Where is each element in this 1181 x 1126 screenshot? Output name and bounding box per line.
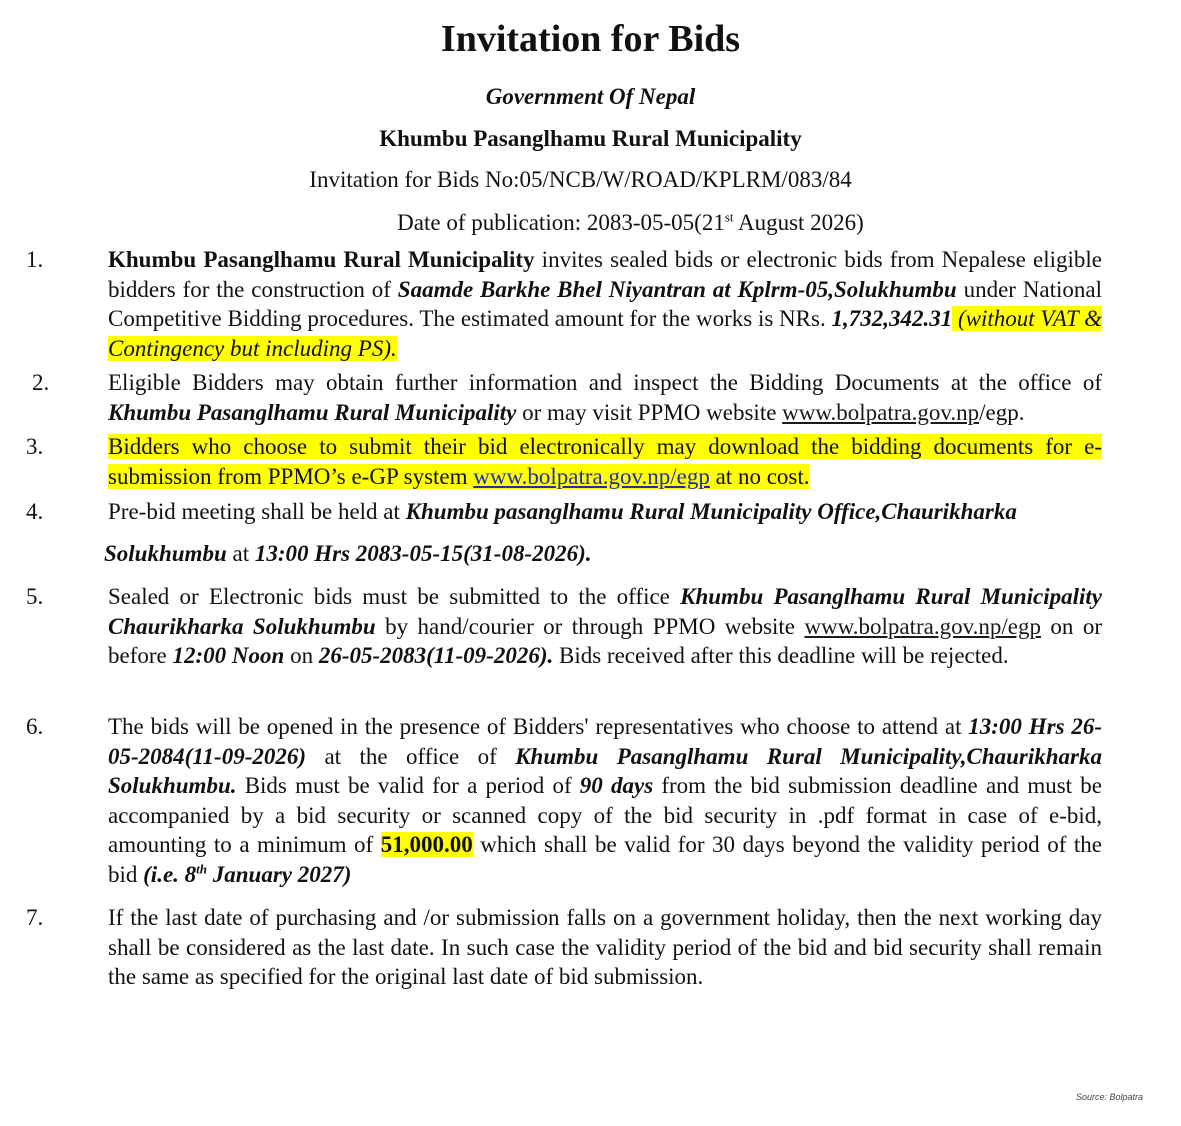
item-number: 4. xyxy=(26,499,44,524)
item-number: 5. xyxy=(26,584,44,609)
item-text: If the last date of purchasing and /or submission falls on a government holiday, then the next working day shall be considered as the last date. In such case the validity period of the bid and bid security shall remain the same as specified for the original last date of bid submission. xyxy=(108,905,1102,989)
government-name: Government Of Nepal xyxy=(485,84,696,109)
item-text: The bids will be opened in the presence of Bidders' representatives who choose to attend at 13:00 Hrs 26-05-2084(11-09-2026) at the office of Khumbu Pasanglhamu Rural Municipality,Chaurikharka Solukhumbu. Bids must be valid for a period of 90 days from the bid submission deadline and must be accompanied by a bid security or scanned copy of the bid security in .pdf format in case of e-bid, amounting to a minimum of 51,000.00 which shall be valid for 30 days beyond the validity period of the bid (i.e. 8th January 2027) xyxy=(108,714,1102,887)
egp-link[interactable]: www.bolpatra.gov.np/egp xyxy=(804,613,1041,639)
egp-link[interactable]: www.bolpatra.gov.np/egp xyxy=(473,463,710,489)
item-text: Khumbu Pasanglhamu Rural Municipality invites sealed bids or electronic bids from Nepalese eligible bidders for the construction of Saamde Barkhe Bhel Niyantran at Kplrm-05,Solukhumbu under National Competitive Bidding procedures. The estimated amount for the works is NRs. 1,732,342.31 (without VAT & Contingency but including PS). xyxy=(108,247,1103,361)
bolpatra-link[interactable]: www.bolpatra.gov.np xyxy=(782,399,980,425)
item-number: 1. xyxy=(26,247,44,272)
item-text: Pre-bid meeting shall be held at Khumbu pasanglhamu Rural Municipality Office,Chaurikharka xyxy=(108,499,1017,524)
item-number: 2. xyxy=(32,370,50,395)
item-number: 6. xyxy=(26,714,44,739)
item-number: 3. xyxy=(26,434,44,459)
municipality-name: Khumbu Pasanglhamu Rural Municipality xyxy=(379,126,802,151)
item-text-continued: Solukhumbu at 13:00 Hrs 2083-05-15(31-08-2026). xyxy=(104,541,592,566)
item-text: Eligible Bidders may obtain further information and inspect the Bidding Documents at the office of Khumbu Pasanglhamu Rural Municipality or may visit PPMO website www.bolpatra.gov.np/egp. xyxy=(108,370,1102,425)
source-credit: Source: Bolpatra xyxy=(1075,1092,1143,1102)
item-text: Sealed or Electronic bids must be submitted to the office Khumbu Pasanglhamu Rural Municipality Chaurikharka Solukhumbu by hand/courier or through PPMO website www.bolpatra.gov.np/egp on or before 12:00 Noon on 26-05-2083(11-09-2026). Bids received after this deadline will be rejected. xyxy=(108,584,1102,668)
item-text: Bidders who choose to submit their bid electronically may download the bidding documents for e-submission from PPMO’s e-GP system www.bolpatra.gov.np/egp at no cost. xyxy=(108,434,1102,489)
page-title: Invitation for Bids xyxy=(440,18,741,60)
ifb-number: Invitation for Bids No:05/NCB/W/ROAD/KPLRM/083/84 xyxy=(309,167,852,192)
publication-date: Date of publication: 2083-05-05(21st August 2026) xyxy=(397,209,864,235)
item-number: 7. xyxy=(26,905,44,930)
